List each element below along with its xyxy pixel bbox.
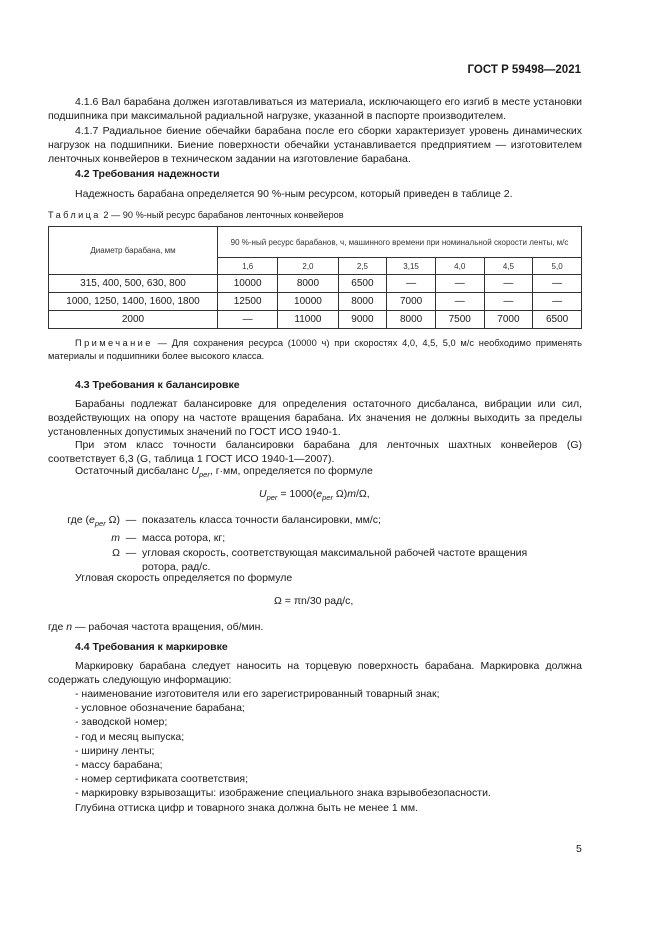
formula-angular-speed: Ω = πn/30 рад/с, <box>274 595 354 607</box>
table-header-speed: 2,0 <box>278 258 338 275</box>
table-cell: 8000 <box>338 293 387 311</box>
paragraph-4-1-7: 4.1.7 Радиальное биение обечайки барабана после его сборки характеризует уровень динамических нагрузок на подшипники. Биение поверхности обечайки устанавливается предприятием — изготовителем ленточных конвейеров в техническом задании на изготовление барабана. <box>48 125 582 166</box>
definition-n: где n — рабочая частота вращения, об/мин. <box>48 621 264 633</box>
list-item: - год и месяц выпуска; <box>75 730 185 743</box>
table-header-speed: 3,15 <box>387 258 436 275</box>
table-cell: 12500 <box>218 293 278 311</box>
table-header-speed: 2,5 <box>338 258 387 275</box>
table-cell: — <box>435 293 484 311</box>
table-cell-diameter: 315, 400, 500, 630, 800 <box>49 275 218 293</box>
note-word: Примечание <box>75 338 153 348</box>
definitions-list <box>48 513 557 574</box>
table-cell: — <box>484 293 533 311</box>
table-header-group: 90 %-ный ресурс барабанов, ч, машинного времени при номинальной скорости ленты, м/с <box>218 227 582 258</box>
paragraph-4-3-a: Барабаны подлежат балансировке для определения остаточного дисбаланса, вибрации или сил, воздействующих на опору на частоте вращения барабана. Их значения не должны выходить за пределы установленных допустимых значений по ГОСТ ИСО 1940-1. <box>48 398 582 439</box>
table-cell: — <box>533 275 582 293</box>
table-cell: — <box>218 311 278 329</box>
doc-header: ГОСТ Р 59498—2021 <box>467 64 581 76</box>
table-cell: 8000 <box>278 275 338 293</box>
table-caption-text: 2 — 90 %-ный ресурс барабанов ленточных конвейеров <box>103 210 344 220</box>
table-cell-diameter: 1000, 1250, 1400, 1600, 1800 <box>49 293 218 311</box>
list-item: - ширину ленты; <box>75 744 155 757</box>
table-row <box>49 275 582 293</box>
heading-4-4: 4.4 Требования к маркировке <box>75 641 228 653</box>
list-item: - маркировку взрывозащиты: изображение специального знака взрывобезопасности. <box>75 787 491 800</box>
definition-row: m — масса ротора, кг; <box>111 532 226 545</box>
table-cell: — <box>387 275 436 293</box>
table-cell: 9000 <box>338 311 387 329</box>
table-cell: 10000 <box>278 293 338 311</box>
table-cell: 11000 <box>278 311 338 329</box>
table-cell: 7000 <box>387 293 436 311</box>
table-row <box>49 293 582 311</box>
table-header-speed: 5,0 <box>533 258 582 275</box>
list-item: - наименование изготовителя или его зарегистрированный товарный знак; <box>75 688 440 700</box>
table-cell-diameter: 2000 <box>49 311 218 329</box>
resource-table <box>48 226 582 329</box>
paragraph-4-3-b: При этом класс точности балансировки барабана для ленточных шахтных конвейеров (G) соответствует 6,3 (G, таблица 1 ГОСТ ИСО 1940-1—2007). <box>48 439 582 466</box>
definition-row: где ($e_{per}$ Ω) — показатель класса точности балансировки, мм/с; <box>67 514 381 529</box>
table-note <box>48 337 582 363</box>
definition-row: Ω — угловая скорость, соответствующая максимальной рабочей частоте вращения ротора, рад/с. <box>112 546 528 573</box>
paragraph-4-2: Надежность барабана определяется 90 %-ным ресурсом, который приведен в таблице 2. <box>75 188 513 200</box>
paragraph-4-1-6: 4.1.6 Вал барабана должен изготавливаться из материала, исключающего его изгиб в месте установки подшипника при максимальной радиальной нагрузке, указанной в паспорте производителем. <box>48 96 582 123</box>
table-cell: — <box>435 275 484 293</box>
heading-4-3: 4.3 Требования к балансировке <box>75 379 240 391</box>
paragraph-4-4: Маркировку барабана следует наносить на торцевую поверхность барабана. Маркировка должна содержать следующую информацию: <box>48 660 582 687</box>
page-number: 5 <box>576 843 582 855</box>
table-cell: 8000 <box>387 311 436 329</box>
table-header-diameter: Диаметр барабана, мм <box>49 227 218 275</box>
table-cell: — <box>533 293 582 311</box>
list-item: - условное обозначение барабана; <box>75 702 245 715</box>
heading-4-2: 4.2 Требования надежности <box>75 168 220 180</box>
table-cell: 7000 <box>484 311 533 329</box>
list-item-closing: Глубина оттиска цифр и товарного знака должна быть не менее 1 мм. <box>75 801 419 814</box>
table-caption <box>48 210 344 220</box>
paragraph-angular-speed: Угловая скорость определяется по формуле <box>75 572 293 584</box>
table-cell: 7500 <box>435 311 484 329</box>
table-cell: — <box>484 275 533 293</box>
paragraph-4-3-c: Остаточный дисбаланс $U_{per}$, г·мм, определяется по формуле <box>75 465 373 480</box>
table-header-speed: 4,5 <box>484 258 533 275</box>
table-cell: 6500 <box>338 275 387 293</box>
list-item: - заводской номер; <box>75 716 168 729</box>
list-item: - массу барабана; <box>75 759 163 772</box>
table-header-speed: 1,6 <box>218 258 278 275</box>
table-caption-word: Таблица <box>48 210 101 220</box>
list-item: - номер сертификата соответствия; <box>75 773 248 786</box>
table-header-speed: 4,0 <box>435 258 484 275</box>
table-cell: 6500 <box>533 311 582 329</box>
note-text: — Для сохранения ресурса (10000 ч) при скоростях 4,0, 4,5, 5,0 м/с необходимо применять материалы и подшипники более высокого класса. <box>48 338 582 361</box>
table-cell: 10000 <box>218 275 278 293</box>
formula-unbalance: $U_{per} = 1000(e_{per}$ Ω)m/Ω, <box>259 488 370 503</box>
table-row <box>49 311 582 329</box>
marking-list <box>75 687 491 815</box>
